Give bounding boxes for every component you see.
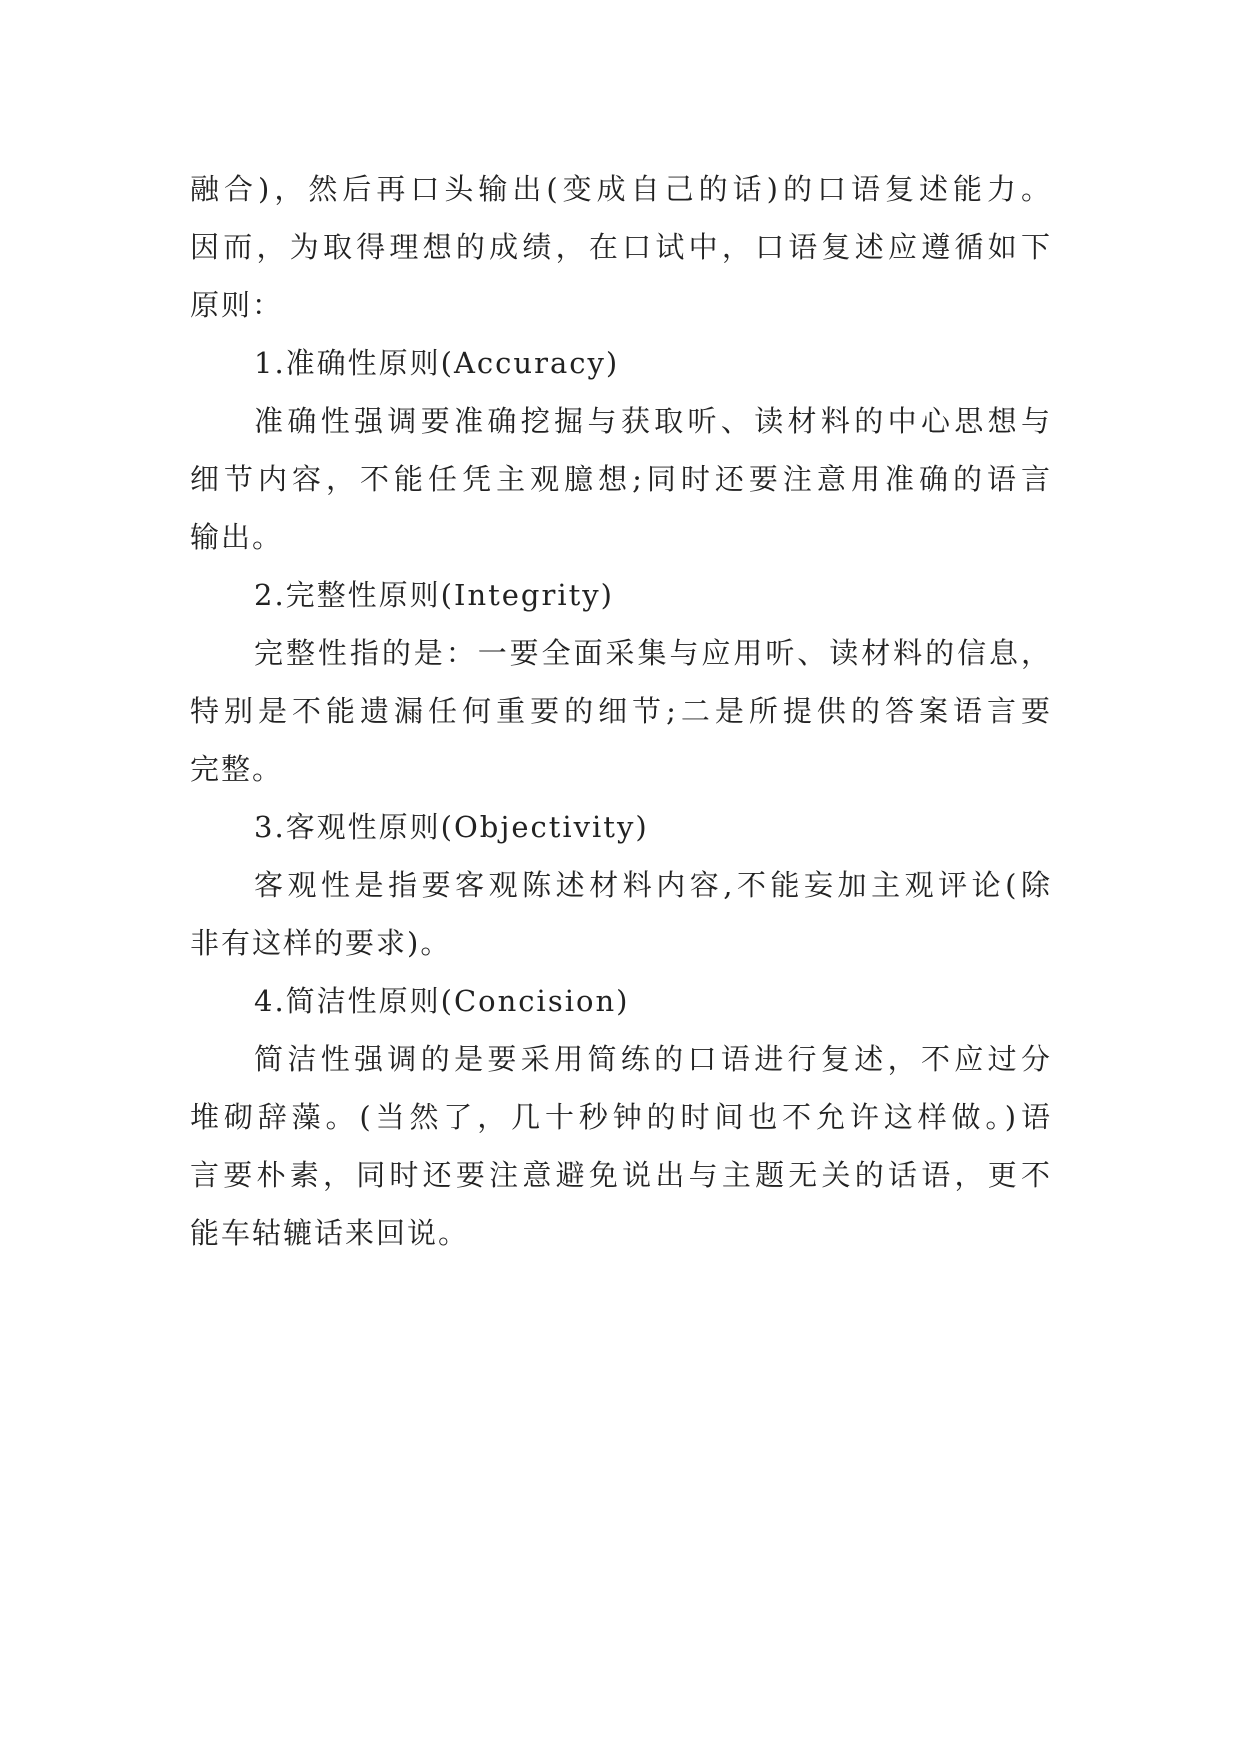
body-line: 输出。 [190,520,284,554]
body-line: 特别是不能遗漏任何重要的细节;二是所提供的答案语言要 [190,694,1052,728]
body-line: 因而，为取得理想的成绩，在口试中，口语复述应遵循如下 [190,230,1052,264]
section-heading-integrity: 2.完整性原则(Integrity) [254,578,614,612]
body-line: 准确性强调要准确挖掘与获取听、读材料的中心思想与 [254,404,1052,438]
body-line: 完整性指的是：一要全面采集与应用听、读材料的信息， [254,636,1052,670]
document-body [190,160,1052,1262]
body-line: 言要朴素，同时还要注意避免说出与主题无关的话语，更不 [190,1158,1052,1192]
body-line: 完整。 [190,752,284,786]
section-heading-accuracy: 1.准确性原则(Accuracy) [254,346,620,380]
body-line: 细节内容，不能任凭主观臆想;同时还要注意用准确的语言 [190,462,1052,496]
body-line: 堆砌辞藻。(当然了，几十秒钟的时间也不允许这样做。)语 [190,1100,1052,1134]
body-line: 能车轱辘话来回说。 [190,1216,470,1250]
body-line: 非有这样的要求)。 [190,926,452,960]
body-line: 原则： [190,288,284,322]
section-heading-concision: 4.简洁性原则(Concision) [254,984,630,1018]
section-heading-objectivity: 3.客观性原则(Objectivity) [254,810,649,844]
body-line: 融合)，然后再口头输出(变成自己的话)的口语复述能力。 [190,172,1052,206]
body-line: 客观性是指要客观陈述材料内容,不能妄加主观评论(除 [254,868,1052,902]
body-line: 简洁性强调的是要采用简练的口语进行复述，不应过分 [254,1042,1052,1076]
